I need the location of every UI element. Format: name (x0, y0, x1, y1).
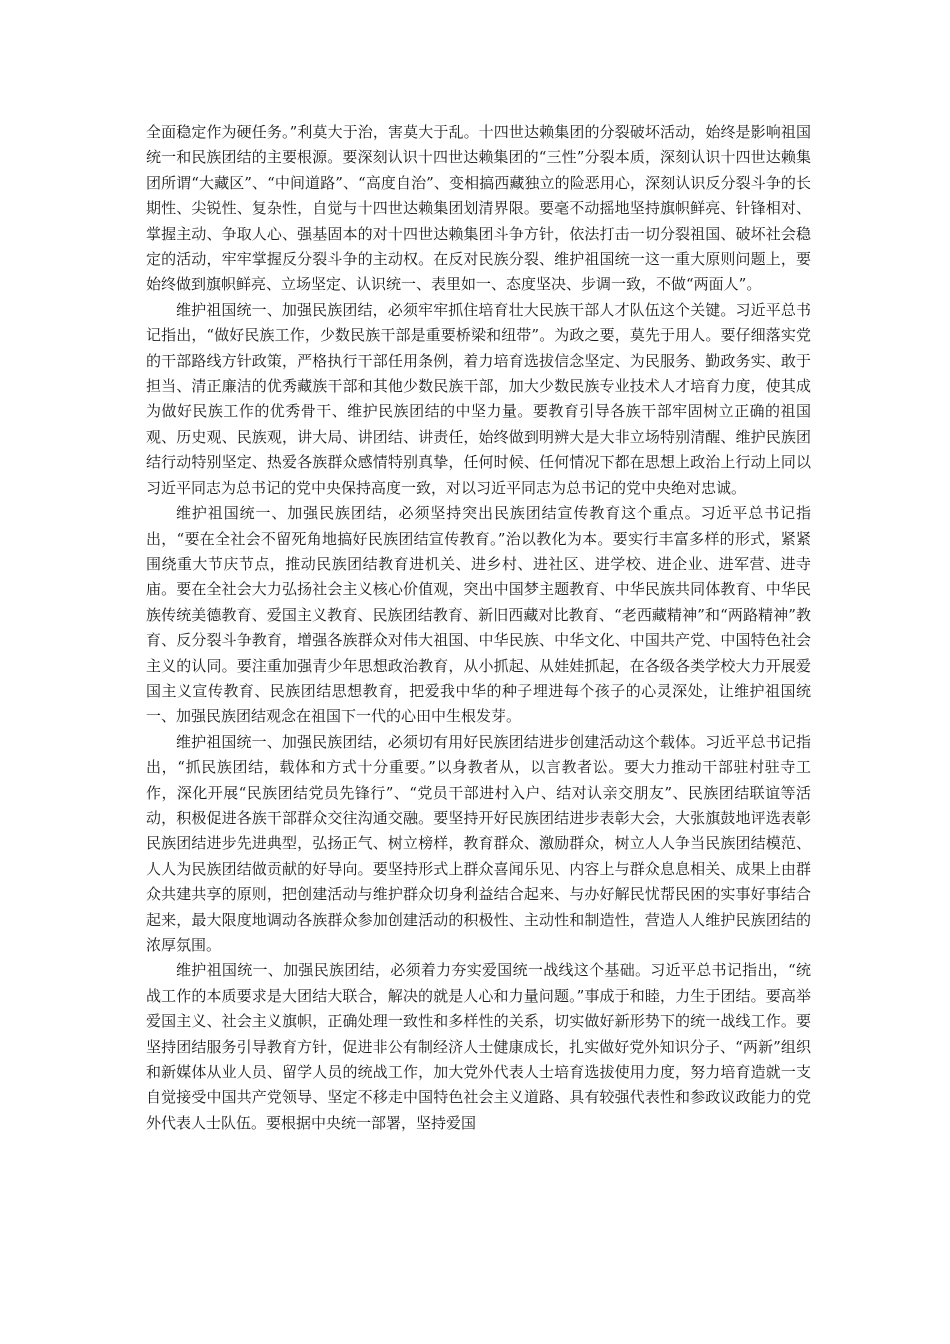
paragraph-unity-education: 维护祖国统一、加强民族团结，必须坚持突出民族团结宣传教育这个重点。习近平总书记指出，“要在全社会不留死角地搞好民族团结宣传教育。”治以教化为本。要实行丰富多样的形式，紧紧围绕重大节庆节点，推动民族团结教育进机关、进乡村、进社区、进学校、进企业、进军营、进寺庙。要在全社会大力弘扬社会主义核心价值观，突出中国梦主题教育、中华民族共同体教育、中华民族传统美德教育、爱国主义教育、民族团结教育、新旧西藏对比教育、“老西藏精神”和“两路精神”教育、反分裂斗争教育，增强各族群众对伟大祖国、中华民族、中华文化、中国共产党、中国特色社会主义的认同。要注重加强青少年思想政治教育，从小抓起、从娃娃抓起，在各级各类学校大力开展爱国主义宣传教育、民族团结思想教育，把爱我中华的种子埋进每个孩子的心灵深处，让维护祖国统一、加强民族团结观念在祖国下一代的心田中生根发芽。 (146, 504, 811, 726)
paragraph-continuation: 全面稳定作为硬任务。”利莫大于治，害莫大于乱。十四世达赖集团的分裂破坏活动，始终是影响祖国统一和民族团结的主要根源。要深刻认识十四世达赖集团的“三性”分裂本质，深刻认识十四世达赖集团所谓“大藏区”、“中间道路”、“高度自治”、变相搞西藏独立的险恶用心，深刻认识反分裂斗争的长期性、尖锐性、复杂性，自觉与十四世达赖集团划清界限。要毫不动摇地坚持旗帜鲜亮、针锋相对、掌握主动、争取人心、强基固本的对十四世达赖集团斗争方针，依法打击一切分裂祖国、破坏社会稳定的活动，牢牢掌握反分裂斗争的主动权。在反对民族分裂、维护祖国统一这一重大原则问题上，要始终做到旗帜鲜亮、立场坚定、认识统一、表里如一、态度坚决、步调一致，不做“两面人”。 (146, 123, 811, 294)
paragraph-united-front: 维护祖国统一、加强民族团结，必须着力夯实爱国统一战线这个基础。习近平总书记指出，“统战工作的本质要求是大团结大联合，解决的就是人心和力量问题。”事成于和睦，力生于团结。要高举爱国主义、社会主义旗帜，正确处理一致性和多样性的关系，切实做好新形势下的统一战线工作。要坚持团结服务引导教育方针，促进非公有制经济人士健康成长，扎实做好党外知识分子、“两新”组织和新媒体从业人员、留学人员的统战工作，加大党外代表人士培育选拔使用力度，努力培育造就一支自觉接受中国共产党领导、坚定不移走中国特色社会主义道路、具有较强代表性和参政议政能力的党外代表人士队伍。要根据中央统一部署，坚持爱国 (146, 961, 811, 1132)
document-page (146, 120, 811, 1136)
paragraph-unity-activities: 维护祖国统一、加强民族团结，必须切有用好民族团结进步创建活动这个载体。习近平总书记指出，“抓民族团结，载体和方式十分重要。”以身教者从，以言教者讼。要大力推动干部驻村驻寺工作，深化开展“民族团结党员先锋行”、“党员干部进村入户、结对认亲交朋友”、民族团结联谊等活动，积极促进各族干部群众交往沟通交融。要坚持开好民族团结进步表彰大会，大张旗鼓地评选表彰民族团结进步先进典型，弘扬正气、树立榜样，教育群众、激励群众，树立人人争当民族团结模范、人人为民族团结做贡献的好导向。要坚持形式上群众喜闻乐见、内容上与群众息息相关、成果上由群众共建共享的原则，把创建活动与维护群众切身利益结合起来、与办好解民忧帮民困的实事好事结合起来，最大限度地调动各族群众参加创建活动的积极性、主动性和制造性，营造人人维护民族团结的浓厚氛围。 (146, 732, 811, 954)
paragraph-ethnic-cadres: 维护祖国统一、加强民族团结，必须牢牢抓住培育壮大民族干部人才队伍这个关键。习近平总书记指出，“做好民族工作，少数民族干部是重要桥梁和纽带”。为政之要，莫先于用人。要仔细落实党的干部路线方针政策，严格执行干部任用条例，着力培育选拔信念坚定、为民服务、勤政务实、敢于担当、清正廉洁的优秀藏族干部和其他少数民族干部，加大少数民族专业技术人才培育力度，使其成为做好民族工作的优秀骨干、维护民族团结的中坚力量。要教育引导各族干部牢固树立正确的祖国观、历史观、民族观，讲大局、讲团结、讲责任，始终做到明辨大是大非立场特别清醒、维护民族团结行动特别坚定、热爱各族群众感情特别真挚，任何时候、任何情况下都在思想上政治上行动上同以习近平同志为总书记的党中央保持高度一致，对以习近平同志为总书记的党中央绝对忠诚。 (146, 300, 811, 497)
